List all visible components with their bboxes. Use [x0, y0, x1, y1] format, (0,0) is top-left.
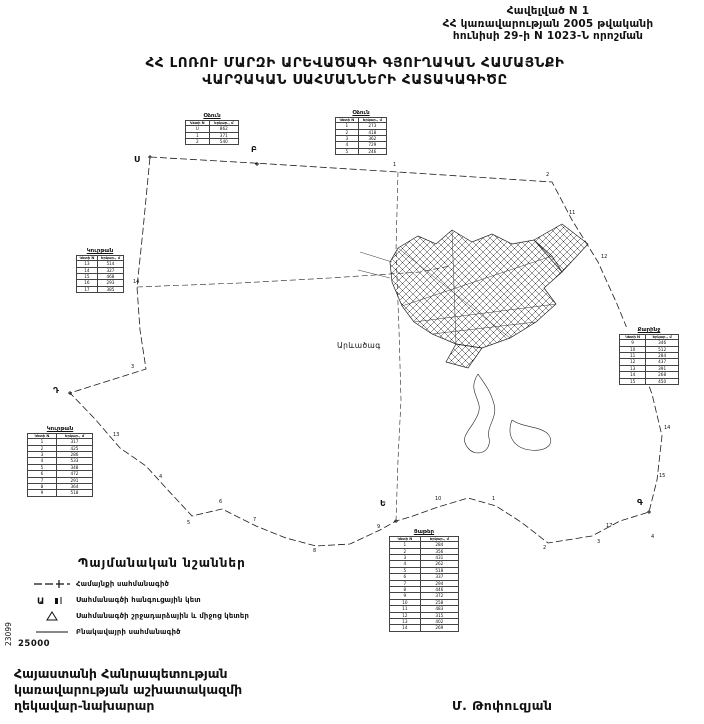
table-cell: 317 [56, 439, 92, 445]
junction-point-cross [647, 510, 651, 514]
settlement-parcels-tail [446, 344, 482, 368]
table-cell: 356 [420, 548, 458, 554]
community-boundary-line-icon [28, 579, 76, 589]
settlement-parcels-area [390, 230, 562, 348]
table-cell: 13 [620, 365, 646, 371]
table-cell: 514 [97, 261, 123, 267]
boundary-point-number: 2 [546, 172, 550, 178]
table-cell: 15 [620, 378, 646, 384]
table-cell: 12 [620, 359, 646, 365]
table-cell: 294 [420, 580, 458, 586]
table-cell: 14 [620, 372, 646, 378]
legend-title: Պայմանական նշաններ [78, 556, 246, 570]
table-cell: 8 [390, 587, 421, 593]
table-cell: 269 [420, 625, 458, 631]
footer-line1: Հայաստանի Հանրապետության [14, 666, 228, 681]
table-header-cell: Երկար., մ [420, 537, 458, 542]
annex-number: Հավելված N 1 [506, 5, 590, 17]
internal-boundary-vertical [396, 172, 401, 521]
table-cell: 468 [97, 274, 123, 280]
table-cell: 450 [646, 378, 679, 384]
table-cell: 1 [336, 123, 359, 129]
boundary-point-number: 14 [664, 425, 671, 431]
table-header-cell: Երկար., մ [646, 335, 679, 340]
coordinate-table [185, 120, 239, 145]
table-title: Ցաթեր [413, 529, 435, 535]
boundary-point-number: 1 [393, 162, 397, 168]
table-cell: 10 [620, 346, 646, 352]
table-cell: 315 [420, 612, 458, 618]
table-cell: 293 [97, 280, 123, 286]
table-header-cell: Երկար., մ [97, 256, 123, 261]
table-cell: 346 [646, 340, 679, 346]
parcel-stray-lines [358, 252, 392, 278]
table-cell: 11 [390, 606, 421, 612]
legend-label: Սահմանագծի շրջադարձային և միջոց կետեր [76, 612, 250, 620]
table-cell: 371 [209, 132, 238, 138]
table-cell: 425 [56, 445, 92, 451]
table-row [186, 139, 239, 145]
table-cell: 9 [28, 490, 57, 496]
coord-table-bottom-left [27, 426, 93, 497]
table-cell: 6 [390, 574, 421, 580]
coord-table-top-center [335, 110, 387, 155]
decree-line: ՀՀ կառավարության 2005 թվականի [442, 17, 654, 30]
legend-label: Համայնքի սահմանագիծ [76, 580, 170, 588]
ravine-line-2 [510, 420, 551, 450]
doc-number: 23099 [4, 622, 13, 646]
table-cell: 518 [56, 490, 92, 496]
boundary-point-number: 4 [159, 474, 163, 480]
legend-label: Սահմանագծի հանգուցային կետ [76, 596, 201, 604]
legend [28, 556, 308, 641]
svg-text:Ա: Ա [37, 597, 45, 606]
table-cell: 729 [358, 142, 386, 148]
table-cell: 348 [56, 464, 92, 470]
boundary-point-number: 4 [651, 534, 655, 540]
table-cell: 9 [620, 340, 646, 346]
coordinate-table [27, 433, 93, 497]
legend-label: Բնակավայրի սահմանագիծ [76, 628, 181, 636]
boundary-point-number: 6 [219, 499, 223, 505]
table-cell: 2 [28, 445, 57, 451]
table-cell: 6 [28, 471, 57, 477]
table-cell: 2 [390, 548, 421, 554]
boundary-point-number: 3 [597, 539, 601, 545]
junction-point-cross [148, 155, 152, 159]
table-cell: 3 [390, 555, 421, 561]
table-cell: 2 [336, 129, 359, 135]
legend-row-settlement-boundary [28, 625, 308, 639]
table-cell: 9 [390, 593, 421, 599]
table-cell: 1 [28, 439, 57, 445]
table-cell: 862 [209, 126, 238, 132]
table-row [77, 286, 124, 292]
table-cell: 286 [56, 452, 92, 458]
table-header-cell: Երկար., մ [358, 118, 386, 123]
table-title: Օձուն [203, 113, 221, 119]
coord-table-right [619, 327, 679, 385]
table-cell: 2 [186, 139, 210, 145]
table-title: Քարինջ [637, 327, 661, 333]
table-cell: 402 [420, 619, 458, 625]
boundary-point-number: 17 [606, 523, 613, 529]
legend-row-junction-point [28, 593, 308, 607]
table-cell: 3 [336, 136, 359, 142]
coord-table-top-left [185, 113, 239, 145]
table-cell: 364 [56, 484, 92, 490]
junction-point-icon [28, 594, 76, 606]
junction-point-cross [394, 519, 398, 523]
table-cell: 291 [56, 477, 92, 483]
boundary-point-number: 14 [133, 279, 140, 285]
table-cell: 5 [336, 148, 359, 154]
table-cell: 12 [390, 612, 421, 618]
table-cell: 7 [390, 580, 421, 586]
table-cell: 4 [336, 142, 359, 148]
footer-line3: ղեկավար-նախարար [14, 698, 155, 713]
table-header-cell: Կետի N [620, 335, 646, 340]
table-cell: 13 [77, 261, 98, 267]
boundary-point-number: 10 [435, 496, 442, 502]
table-cell: 533 [56, 458, 92, 464]
table-header-cell: Կետի N [390, 537, 421, 542]
table-cell: 385 [97, 286, 123, 292]
table-cell: 437 [646, 359, 679, 365]
table-cell: 258 [420, 599, 458, 605]
table-cell: 5 [390, 567, 421, 573]
table-cell: 15 [77, 274, 98, 280]
table-cell: Ս [186, 126, 210, 132]
coordinate-table [335, 117, 387, 155]
ravine-line-1 [465, 374, 495, 453]
table-cell: 273 [358, 123, 386, 129]
table-cell: 268 [646, 372, 679, 378]
table-cell: 1 [186, 132, 210, 138]
table-cell: 391 [646, 365, 679, 371]
boundary-point-number: 12 [601, 254, 608, 260]
boundary-point-number: 11 [569, 210, 576, 216]
table-header-cell: Երկար., մ [56, 434, 92, 439]
boundary-point-number: 2 [543, 545, 547, 551]
coord-table-left [76, 248, 124, 293]
boundary-point-number: 1 [492, 496, 496, 502]
table-cell: 246 [358, 148, 386, 154]
table-cell: 372 [420, 593, 458, 599]
table-header-cell: Կետի N [336, 118, 359, 123]
boundary-junction-letter: Ս [134, 155, 140, 164]
table-cell: 518 [420, 567, 458, 573]
table-cell: 4 [28, 458, 57, 464]
page-title-line2: ՎԱՐՉԱԿԱՆ ՍԱՀՄԱՆՆԵՐԻ ՀԱՏԱԿԱԳԻԾԸ [202, 72, 508, 88]
table-title: Կուրթան [86, 248, 114, 254]
table-header-cell: Կետի N [28, 434, 57, 439]
legend-row-turning-point [28, 609, 308, 623]
settlement-boundary-line-icon [28, 628, 76, 636]
table-cell: 7 [28, 477, 57, 483]
table-cell: 337 [420, 574, 458, 580]
table-row [336, 148, 387, 154]
table-cell: 16 [77, 280, 98, 286]
table-cell: 11 [620, 353, 646, 359]
table-cell: 512 [646, 346, 679, 352]
table-header-cell: Երկար., մ [209, 121, 238, 126]
table-cell: 284 [646, 353, 679, 359]
table-cell: 17 [77, 286, 98, 292]
footer-signatory-title [14, 666, 242, 714]
table-cell: 483 [420, 606, 458, 612]
boundary-point-number: 9 [377, 524, 381, 530]
boundary-point-number: 7 [253, 517, 257, 523]
signature-name: Մ. Թոփուզյան [452, 698, 553, 713]
settlement-name-label: Արևածագ [337, 341, 381, 350]
boundary-junction-letter: Ե [380, 499, 386, 508]
turning-point-icon [28, 610, 76, 622]
table-cell: 10 [390, 599, 421, 605]
table-cell: 14 [77, 267, 98, 273]
table-header-cell: Կետի N [186, 121, 210, 126]
table-cell: 5 [28, 464, 57, 470]
table-row [28, 490, 93, 496]
table-row [390, 625, 459, 631]
table-cell: 3 [28, 452, 57, 458]
boundary-junction-letter: Բ [251, 145, 257, 154]
coordinate-table [389, 536, 459, 632]
coord-table-bottom-center [389, 529, 459, 632]
table-header-cell: Կետի N [77, 256, 98, 261]
boundary-point-number: 13 [113, 432, 120, 438]
table-cell: 8 [28, 484, 57, 490]
coordinate-table [619, 334, 679, 385]
table-cell: 284 [420, 542, 458, 548]
legend-row-community-boundary [28, 577, 308, 591]
footer-line2: կառավարության աշխատակազմի [14, 682, 243, 697]
table-cell: 418 [358, 129, 386, 135]
boundary-junction-letter: Դ [53, 386, 59, 395]
table-title: Օձուն [352, 110, 370, 116]
table-cell: 13 [390, 619, 421, 625]
boundary-point-number: 15 [659, 473, 666, 479]
boundary-junction-letter: Գ [637, 498, 643, 507]
junction-point-cross [255, 162, 259, 166]
table-row [620, 378, 679, 384]
table-cell: 14 [390, 625, 421, 631]
table-cell: 1 [390, 542, 421, 548]
boundary-point-number: 5 [187, 520, 191, 526]
decree-date-line: հունիսի 29-ի N 1023-Ն որոշման [452, 30, 644, 42]
page-title-line1: ՀՀ ԼՈՌՈՒ ՄԱՐԶԻ ԱՐԵՎԱԾԱԳԻ ԳՅՈՒՂԱԿԱՆ ՀԱՄԱՅՆՔԻ [145, 55, 565, 71]
table-cell: 540 [209, 139, 238, 145]
map-scale: 25000 [18, 639, 51, 649]
table-cell: 4 [390, 561, 421, 567]
coordinate-table [76, 255, 124, 293]
boundary-point-number: 3 [131, 364, 135, 370]
table-cell: 472 [56, 471, 92, 477]
table-title: Կուրթան [46, 426, 74, 432]
table-cell: 431 [420, 555, 458, 561]
boundary-point-number: 8 [313, 548, 317, 554]
table-cell: 327 [97, 267, 123, 273]
table-cell: 446 [420, 587, 458, 593]
table-cell: 362 [358, 136, 386, 142]
table-cell: 262 [420, 561, 458, 567]
